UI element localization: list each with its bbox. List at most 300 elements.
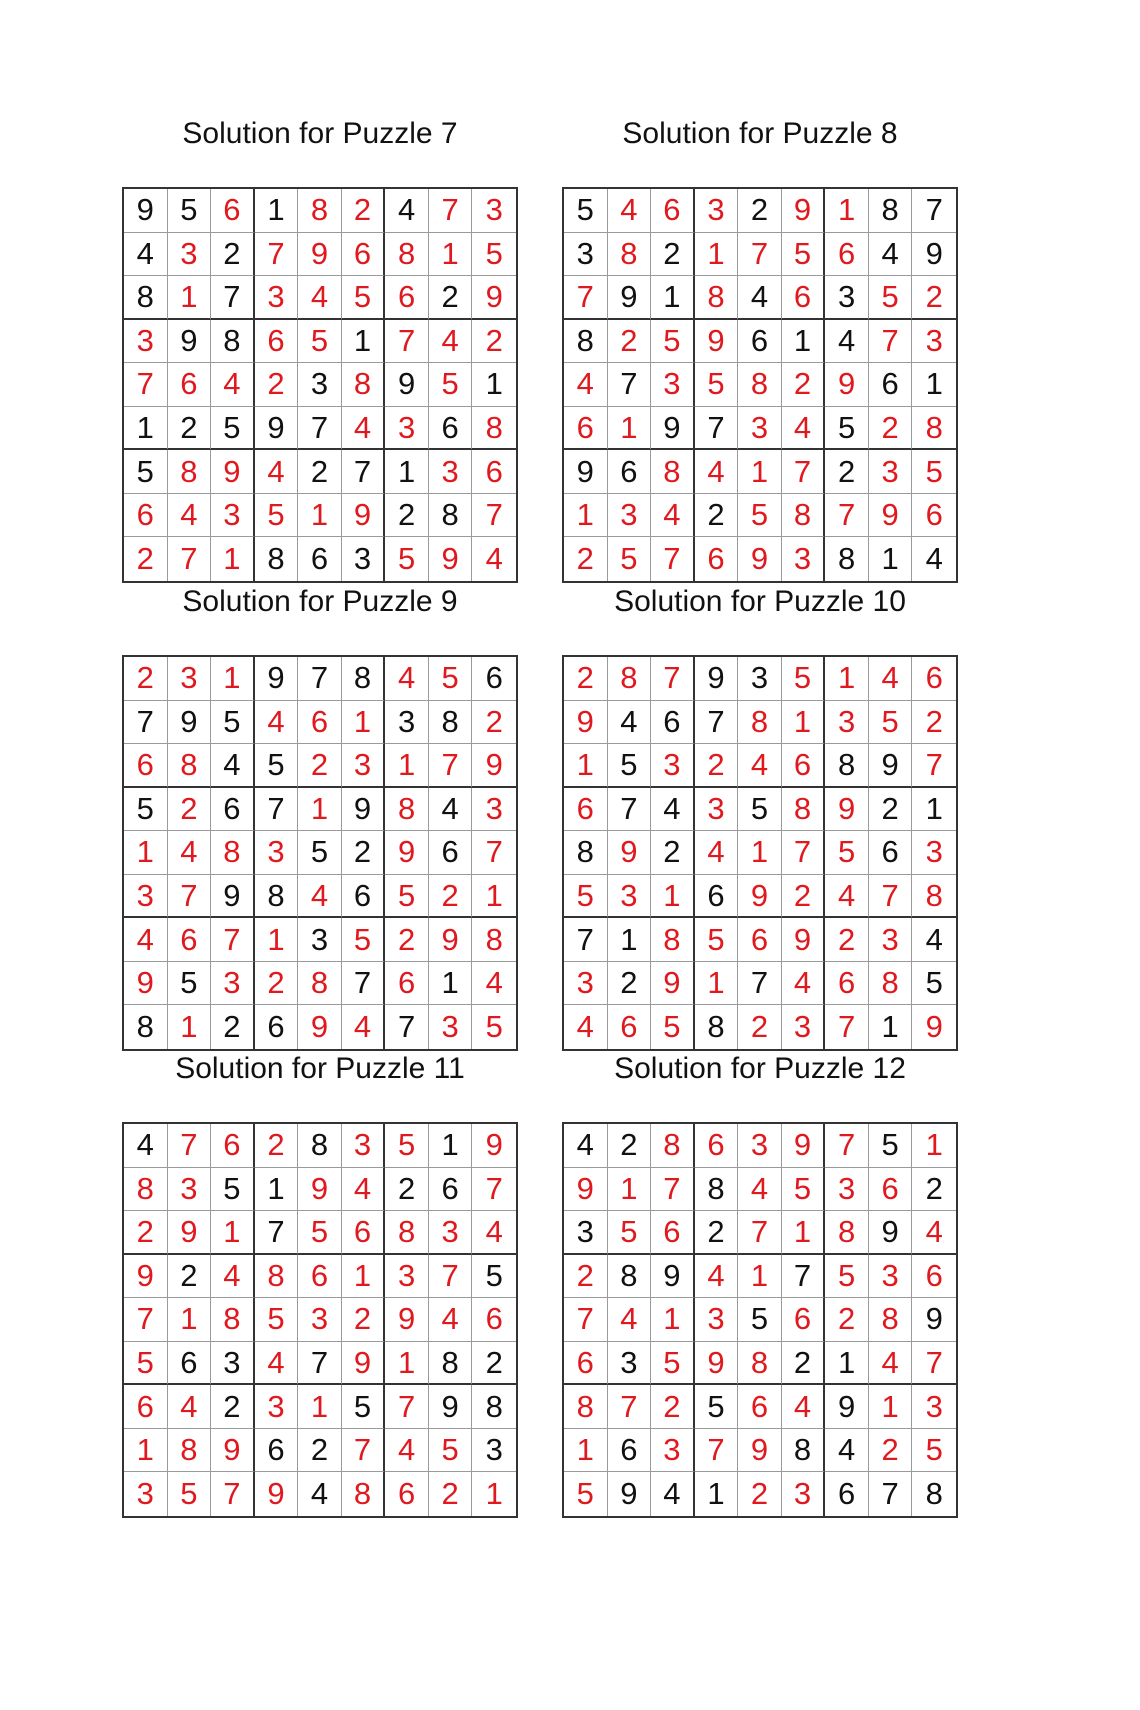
given-digit-cell: 9 xyxy=(869,744,913,788)
given-digit-cell: 2 xyxy=(472,1342,516,1386)
given-digit-cell: 5 xyxy=(168,189,212,233)
given-digit-cell: 6 xyxy=(211,788,255,832)
given-digit-cell: 8 xyxy=(695,1168,739,1212)
solved-digit-cell: 3 xyxy=(472,189,516,233)
given-digit-cell: 8 xyxy=(825,537,869,581)
solved-digit-cell: 7 xyxy=(342,1429,386,1473)
given-digit-cell: 2 xyxy=(608,1124,652,1168)
solved-digit-cell: 4 xyxy=(485,541,503,577)
solved-digit-cell: 5 xyxy=(651,320,695,364)
solved-digit-cell: 3 xyxy=(255,276,299,320)
solved-digit-cell: 6 xyxy=(912,1255,956,1299)
solved-digit-cell: 9 xyxy=(385,1298,429,1342)
given-digit-cell: 6 xyxy=(255,1429,299,1473)
solved-digit-cell: 1 xyxy=(168,1005,212,1049)
given-digit-cell: 1 xyxy=(912,363,956,407)
solved-digit-cell: 5 xyxy=(825,831,869,875)
given-digit-cell: 9 xyxy=(608,1472,652,1516)
solved-digit-cell: 9 xyxy=(298,1168,342,1212)
solved-digit-cell: 6 xyxy=(738,1385,782,1429)
solved-digit-cell: 4 xyxy=(608,189,652,233)
given-digit-cell: 4 xyxy=(211,744,255,788)
solved-digit-cell: 9 xyxy=(564,701,608,745)
solved-digit-cell: 8 xyxy=(782,788,826,832)
given-digit-cell: 1 xyxy=(429,962,473,1006)
solved-digit-cell: 5 xyxy=(608,537,652,581)
solved-digit-cell: 6 xyxy=(124,494,168,538)
given-digit-cell: 6 xyxy=(608,450,652,494)
given-digit-cell: 2 xyxy=(651,831,695,875)
solved-digit-cell: 6 xyxy=(869,1168,913,1212)
solved-digit-cell: 1 xyxy=(825,189,869,233)
given-digit-cell: 8 xyxy=(564,320,608,364)
solved-digit-cell: 3 xyxy=(472,788,516,832)
solved-digit-cell: 2 xyxy=(429,1472,473,1516)
solved-digit-cell: 8 xyxy=(738,701,782,745)
given-digit-cell: 6 xyxy=(429,1168,473,1212)
given-digit-cell: 6 xyxy=(651,701,695,745)
solved-digit-cell: 1 xyxy=(651,875,695,919)
solved-digit-cell: 8 xyxy=(342,1472,386,1516)
given-digit-cell: 7 xyxy=(385,1005,429,1049)
solved-digit-cell: 3 xyxy=(168,1168,212,1212)
solved-digit-cell: 3 xyxy=(342,1124,386,1168)
given-digit-cell: 7 xyxy=(608,788,652,832)
solved-digit-cell: 3 xyxy=(869,1255,913,1299)
solved-digit-cell: 6 xyxy=(651,1211,695,1255)
solved-digit-cell: 4 xyxy=(429,320,473,364)
solved-digit-cell: 2 xyxy=(342,1298,386,1342)
solved-digit-cell: 8 xyxy=(651,918,695,962)
given-digit-cell: 6 xyxy=(869,831,913,875)
solved-digit-cell: 8 xyxy=(385,788,429,832)
solved-digit-cell: 5 xyxy=(385,875,429,919)
solved-digit-cell: 6 xyxy=(385,1472,429,1516)
solved-digit-cell: 3 xyxy=(385,407,429,451)
solved-digit-cell: 5 xyxy=(651,1342,695,1386)
solved-digit-cell: 3 xyxy=(651,744,695,788)
solved-digit-cell: 6 xyxy=(124,1385,168,1429)
solved-digit-cell: 9 xyxy=(925,1009,943,1045)
solved-digit-cell: 7 xyxy=(651,537,695,581)
solved-digit-cell: 3 xyxy=(608,875,652,919)
solved-digit-cell: 5 xyxy=(695,918,739,962)
solved-digit-cell: 2 xyxy=(429,875,473,919)
solved-digit-cell: 7 xyxy=(255,233,299,277)
given-digit-cell: 4 xyxy=(124,233,168,277)
solved-digit-cell: 1 xyxy=(608,1168,652,1212)
solved-digit-cell: 7 xyxy=(429,744,473,788)
solved-digit-cell: 1 xyxy=(695,233,739,277)
solved-digit-cell: 5 xyxy=(298,1211,342,1255)
given-digit-cell: 2 xyxy=(385,494,429,538)
solved-digit-cell: 6 xyxy=(825,962,869,1006)
solved-digit-cell: 5 xyxy=(564,1472,608,1516)
solved-digit-cell: 7 xyxy=(429,189,473,233)
solved-digit-cell: 1 xyxy=(608,407,652,451)
solved-digit-cell: 8 xyxy=(472,918,516,962)
solved-digit-cell: 9 xyxy=(782,189,826,233)
solved-digit-cell: 8 xyxy=(695,276,739,320)
sudoku-grid xyxy=(122,655,518,1051)
given-digit-cell: 9 xyxy=(168,320,212,364)
given-digit-cell: 9 xyxy=(124,189,168,233)
given-digit-cell: 8 xyxy=(124,1005,168,1049)
given-digit-cell: 3 xyxy=(825,276,869,320)
solved-digit-cell: 9 xyxy=(298,1005,342,1049)
solved-digit-cell: 9 xyxy=(651,962,695,1006)
solved-digit-cell: 3 xyxy=(124,320,168,364)
solved-digit-cell: 1 xyxy=(298,1385,342,1429)
sudoku-grid xyxy=(122,1122,518,1518)
solved-digit-cell: 1 xyxy=(168,276,212,320)
solved-digit-cell: 4 xyxy=(738,744,782,788)
given-digit-cell: 5 xyxy=(825,407,869,451)
solved-digit-cell: 7 xyxy=(912,744,956,788)
given-digit-cell: 4 xyxy=(738,276,782,320)
given-digit-cell: 9 xyxy=(211,875,255,919)
given-digit-cell: 1 xyxy=(825,1342,869,1386)
given-digit-cell: 2 xyxy=(912,1168,956,1212)
solved-digit-cell: 7 xyxy=(869,875,913,919)
solved-digit-cell: 4 xyxy=(782,962,826,1006)
solved-digit-cell: 2 xyxy=(564,537,608,581)
solved-digit-cell: 7 xyxy=(869,320,913,364)
given-digit-cell: 6 xyxy=(608,1429,652,1473)
solved-digit-cell: 3 xyxy=(651,1429,695,1473)
given-digit-cell: 5 xyxy=(912,962,956,1006)
solved-digit-cell: 4 xyxy=(255,701,299,745)
solved-digit-cell: 1 xyxy=(342,701,386,745)
given-digit-cell: 7 xyxy=(255,788,299,832)
given-digit-cell: 2 xyxy=(651,233,695,277)
solved-digit-cell: 5 xyxy=(298,320,342,364)
solved-digit-cell: 7 xyxy=(385,1385,429,1429)
given-digit-cell: 9 xyxy=(255,657,299,701)
solved-digit-cell: 3 xyxy=(124,1472,168,1516)
solved-digit-cell: 3 xyxy=(168,233,212,277)
given-digit-cell: 5 xyxy=(255,744,299,788)
solved-digit-cell: 8 xyxy=(738,1342,782,1386)
given-digit-cell: 9 xyxy=(869,1211,913,1255)
solved-digit-cell: 4 xyxy=(298,875,342,919)
solved-digit-cell: 1 xyxy=(738,1255,782,1299)
solved-digit-cell: 3 xyxy=(608,494,652,538)
solved-digit-cell: 8 xyxy=(869,962,913,1006)
solved-digit-cell: 4 xyxy=(869,657,913,701)
solved-digit-cell: 4 xyxy=(211,1255,255,1299)
given-digit-cell: 8 xyxy=(429,701,473,745)
given-digit-cell: 6 xyxy=(429,831,473,875)
given-digit-cell: 2 xyxy=(385,1168,429,1212)
solved-digit-cell: 4 xyxy=(608,1298,652,1342)
given-digit-cell: 9 xyxy=(168,701,212,745)
solved-digit-cell: 9 xyxy=(564,1168,608,1212)
solved-digit-cell: 7 xyxy=(738,1211,782,1255)
sudoku-grid xyxy=(562,187,958,583)
solved-digit-cell: 5 xyxy=(782,1168,826,1212)
solved-digit-cell: 3 xyxy=(738,407,782,451)
solved-digit-cell: 2 xyxy=(912,276,956,320)
solved-digit-cell: 5 xyxy=(869,701,913,745)
solved-digit-cell: 6 xyxy=(255,320,299,364)
solved-digit-cell: 7 xyxy=(168,537,212,581)
solved-digit-cell: 1 xyxy=(429,233,473,277)
given-digit-cell: 7 xyxy=(608,363,652,407)
given-digit-cell: 9 xyxy=(651,1255,695,1299)
solved-digit-cell: 3 xyxy=(298,1298,342,1342)
solved-digit-cell: 6 xyxy=(782,744,826,788)
given-digit-cell: 1 xyxy=(472,363,516,407)
given-digit-cell: 7 xyxy=(298,1342,342,1386)
solved-digit-cell: 4 xyxy=(342,1005,386,1049)
solved-digit-cell: 1 xyxy=(564,744,608,788)
solved-digit-cell: 3 xyxy=(695,189,739,233)
given-digit-cell: 4 xyxy=(651,788,695,832)
solved-digit-cell: 7 xyxy=(564,276,608,320)
given-digit-cell: 4 xyxy=(298,1472,342,1516)
solved-digit-cell: 9 xyxy=(472,276,516,320)
given-digit-cell: 7 xyxy=(738,962,782,1006)
solved-digit-cell: 1 xyxy=(385,1342,429,1386)
solved-digit-cell: 5 xyxy=(651,1005,695,1049)
solved-digit-cell: 1 xyxy=(385,744,429,788)
given-digit-cell: 6 xyxy=(472,657,516,701)
solved-digit-cell: 2 xyxy=(825,1298,869,1342)
given-digit-cell: 2 xyxy=(211,233,255,277)
solved-digit-cell: 6 xyxy=(564,1342,608,1386)
given-digit-cell: 7 xyxy=(695,701,739,745)
solved-digit-cell: 5 xyxy=(912,450,956,494)
given-digit-cell: 4 xyxy=(651,1472,695,1516)
given-digit-cell: 6 xyxy=(695,875,739,919)
solved-digit-cell: 5 xyxy=(342,276,386,320)
solved-digit-cell: 4 xyxy=(782,407,826,451)
solved-digit-cell: 5 xyxy=(738,494,782,538)
given-digit-cell: 9 xyxy=(825,1385,869,1429)
solved-digit-cell: 6 xyxy=(738,918,782,962)
solved-digit-cell: 5 xyxy=(825,1255,869,1299)
given-digit-cell: 4 xyxy=(608,701,652,745)
solved-digit-cell: 2 xyxy=(651,1385,695,1429)
given-digit-cell: 9 xyxy=(564,450,608,494)
solved-digit-cell: 8 xyxy=(342,363,386,407)
solved-digit-cell: 7 xyxy=(211,1472,255,1516)
solved-digit-cell: 5 xyxy=(695,363,739,407)
given-digit-cell: 1 xyxy=(869,537,913,581)
given-digit-cell: 6 xyxy=(869,363,913,407)
given-digit-cell: 8 xyxy=(342,657,386,701)
solved-digit-cell: 5 xyxy=(168,1472,212,1516)
solved-digit-cell: 7 xyxy=(782,831,826,875)
solved-digit-cell: 2 xyxy=(695,744,739,788)
solved-digit-cell: 6 xyxy=(695,1124,739,1168)
given-digit-cell: 8 xyxy=(124,276,168,320)
solved-digit-cell: 4 xyxy=(912,1211,956,1255)
solved-digit-cell: 1 xyxy=(825,657,869,701)
solved-digit-cell: 5 xyxy=(782,233,826,277)
puzzle-title: Solution for Puzzle 11 xyxy=(175,1052,465,1085)
solved-digit-cell: 5 xyxy=(385,537,429,581)
given-digit-cell: 5 xyxy=(342,1385,386,1429)
given-digit-cell: 6 xyxy=(168,1342,212,1386)
solved-digit-cell: 1 xyxy=(298,494,342,538)
solved-digit-cell: 8 xyxy=(825,1211,869,1255)
solved-digit-cell: 8 xyxy=(912,407,956,451)
solved-digit-cell: 1 xyxy=(564,1429,608,1473)
solved-digit-cell: 2 xyxy=(782,363,826,407)
solved-digit-cell: 1 xyxy=(211,537,255,581)
solved-digit-cell: 7 xyxy=(124,1298,168,1342)
given-digit-cell: 3 xyxy=(298,918,342,962)
given-digit-cell: 8 xyxy=(429,494,473,538)
solved-digit-cell: 5 xyxy=(782,657,826,701)
given-digit-cell: 8 xyxy=(255,537,299,581)
solved-digit-cell: 6 xyxy=(298,1255,342,1299)
solved-digit-cell: 7 xyxy=(738,233,782,277)
given-digit-cell: 1 xyxy=(385,450,429,494)
solved-digit-cell: 9 xyxy=(211,1429,255,1473)
given-digit-cell: 1 xyxy=(429,1124,473,1168)
given-digit-cell: 7 xyxy=(298,657,342,701)
solved-digit-cell: 4 xyxy=(869,1342,913,1386)
given-digit-cell: 2 xyxy=(211,1385,255,1429)
solved-digit-cell: 3 xyxy=(782,1472,826,1516)
solved-digit-cell: 3 xyxy=(869,450,913,494)
solved-digit-cell: 1 xyxy=(124,831,168,875)
solved-digit-cell: 8 xyxy=(912,875,956,919)
given-digit-cell: 9 xyxy=(695,657,739,701)
solved-digit-cell: 3 xyxy=(695,1298,739,1342)
solved-digit-cell: 7 xyxy=(385,320,429,364)
solved-digit-cell: 1 xyxy=(695,962,739,1006)
solved-digit-cell: 2 xyxy=(385,918,429,962)
solved-digit-cell: 8 xyxy=(738,363,782,407)
solved-digit-cell: 4 xyxy=(168,494,212,538)
solved-digit-cell: 8 xyxy=(298,189,342,233)
solved-digit-cell: 8 xyxy=(168,450,212,494)
solved-digit-cell: 2 xyxy=(124,657,168,701)
solved-digit-cell: 3 xyxy=(782,537,826,581)
solved-digit-cell: 1 xyxy=(564,494,608,538)
solved-digit-cell: 6 xyxy=(782,276,826,320)
solved-digit-cell: 3 xyxy=(168,657,212,701)
given-digit-cell: 8 xyxy=(695,1005,739,1049)
given-digit-cell: 4 xyxy=(925,541,943,577)
solved-digit-cell: 7 xyxy=(211,918,255,962)
solved-digit-cell: 9 xyxy=(342,1342,386,1386)
puzzle-title: Solution for Puzzle 12 xyxy=(614,1052,906,1085)
solved-digit-cell: 9 xyxy=(869,494,913,538)
solved-digit-cell: 3 xyxy=(429,1005,473,1049)
solved-digit-cell: 8 xyxy=(385,1211,429,1255)
solved-digit-cell: 1 xyxy=(211,657,255,701)
given-digit-cell: 9 xyxy=(429,1385,473,1429)
solved-digit-cell: 3 xyxy=(869,918,913,962)
solved-digit-cell: 1 xyxy=(124,1429,168,1473)
solved-digit-cell: 2 xyxy=(912,701,956,745)
given-digit-cell: 4 xyxy=(825,1429,869,1473)
given-digit-cell: 9 xyxy=(608,276,652,320)
given-digit-cell: 7 xyxy=(782,1255,826,1299)
given-digit-cell: 8 xyxy=(564,831,608,875)
given-digit-cell: 6 xyxy=(825,1472,869,1516)
solved-digit-cell: 3 xyxy=(738,1124,782,1168)
given-digit-cell: 2 xyxy=(738,189,782,233)
given-digit-cell: 9 xyxy=(912,233,956,277)
solved-digit-cell: 4 xyxy=(168,831,212,875)
solved-digit-cell: 6 xyxy=(168,363,212,407)
solved-digit-cell: 2 xyxy=(472,320,516,364)
given-digit-cell: 1 xyxy=(869,1005,913,1049)
given-digit-cell: 7 xyxy=(124,701,168,745)
solved-digit-cell: 9 xyxy=(124,1255,168,1299)
given-digit-cell: 1 xyxy=(124,407,168,451)
given-digit-cell: 9 xyxy=(651,407,695,451)
solved-digit-cell: 1 xyxy=(912,1124,956,1168)
solved-digit-cell: 1 xyxy=(485,1476,503,1512)
given-digit-cell: 2 xyxy=(782,1342,826,1386)
solved-digit-cell: 9 xyxy=(211,450,255,494)
solved-digit-cell: 7 xyxy=(695,1429,739,1473)
solved-digit-cell: 5 xyxy=(429,363,473,407)
solved-digit-cell: 4 xyxy=(695,1255,739,1299)
given-digit-cell: 1 xyxy=(912,788,956,832)
given-digit-cell: 2 xyxy=(429,276,473,320)
given-digit-cell: 3 xyxy=(472,1429,516,1473)
solved-digit-cell: 4 xyxy=(342,1168,386,1212)
given-digit-cell: 7 xyxy=(255,1211,299,1255)
solved-digit-cell: 8 xyxy=(385,233,429,277)
given-digit-cell: 6 xyxy=(342,875,386,919)
given-digit-cell: 5 xyxy=(298,831,342,875)
solved-digit-cell: 3 xyxy=(211,494,255,538)
given-digit-cell: 8 xyxy=(608,1255,652,1299)
given-digit-cell: 8 xyxy=(298,1124,342,1168)
solved-digit-cell: 4 xyxy=(651,494,695,538)
solved-digit-cell: 4 xyxy=(168,1385,212,1429)
solved-digit-cell: 5 xyxy=(429,1429,473,1473)
given-digit-cell: 5 xyxy=(472,1255,516,1299)
given-digit-cell: 4 xyxy=(869,233,913,277)
solved-digit-cell: 4 xyxy=(385,1429,429,1473)
solved-digit-cell: 8 xyxy=(168,1429,212,1473)
solved-digit-cell: 6 xyxy=(211,189,255,233)
solved-digit-cell: 9 xyxy=(168,1211,212,1255)
solved-digit-cell: 1 xyxy=(782,701,826,745)
given-digit-cell: 5 xyxy=(564,189,608,233)
solved-digit-cell: 7 xyxy=(168,1124,212,1168)
solved-digit-cell: 1 xyxy=(298,788,342,832)
solved-digit-cell: 8 xyxy=(869,1298,913,1342)
solved-digit-cell: 3 xyxy=(912,320,956,364)
given-digit-cell: 1 xyxy=(695,1472,739,1516)
solved-digit-cell: 8 xyxy=(211,1298,255,1342)
solved-digit-cell: 1 xyxy=(738,831,782,875)
solved-digit-cell: 4 xyxy=(782,1385,826,1429)
given-digit-cell: 2 xyxy=(869,788,913,832)
solved-digit-cell: 3 xyxy=(385,1255,429,1299)
given-digit-cell: 5 xyxy=(211,701,255,745)
given-digit-cell: 3 xyxy=(564,1211,608,1255)
solved-digit-cell: 3 xyxy=(564,962,608,1006)
solved-digit-cell: 3 xyxy=(429,450,473,494)
solved-digit-cell: 5 xyxy=(564,875,608,919)
given-digit-cell: 8 xyxy=(472,1385,516,1429)
solved-digit-cell: 6 xyxy=(385,276,429,320)
solved-digit-cell: 6 xyxy=(385,962,429,1006)
solved-digit-cell: 2 xyxy=(608,320,652,364)
